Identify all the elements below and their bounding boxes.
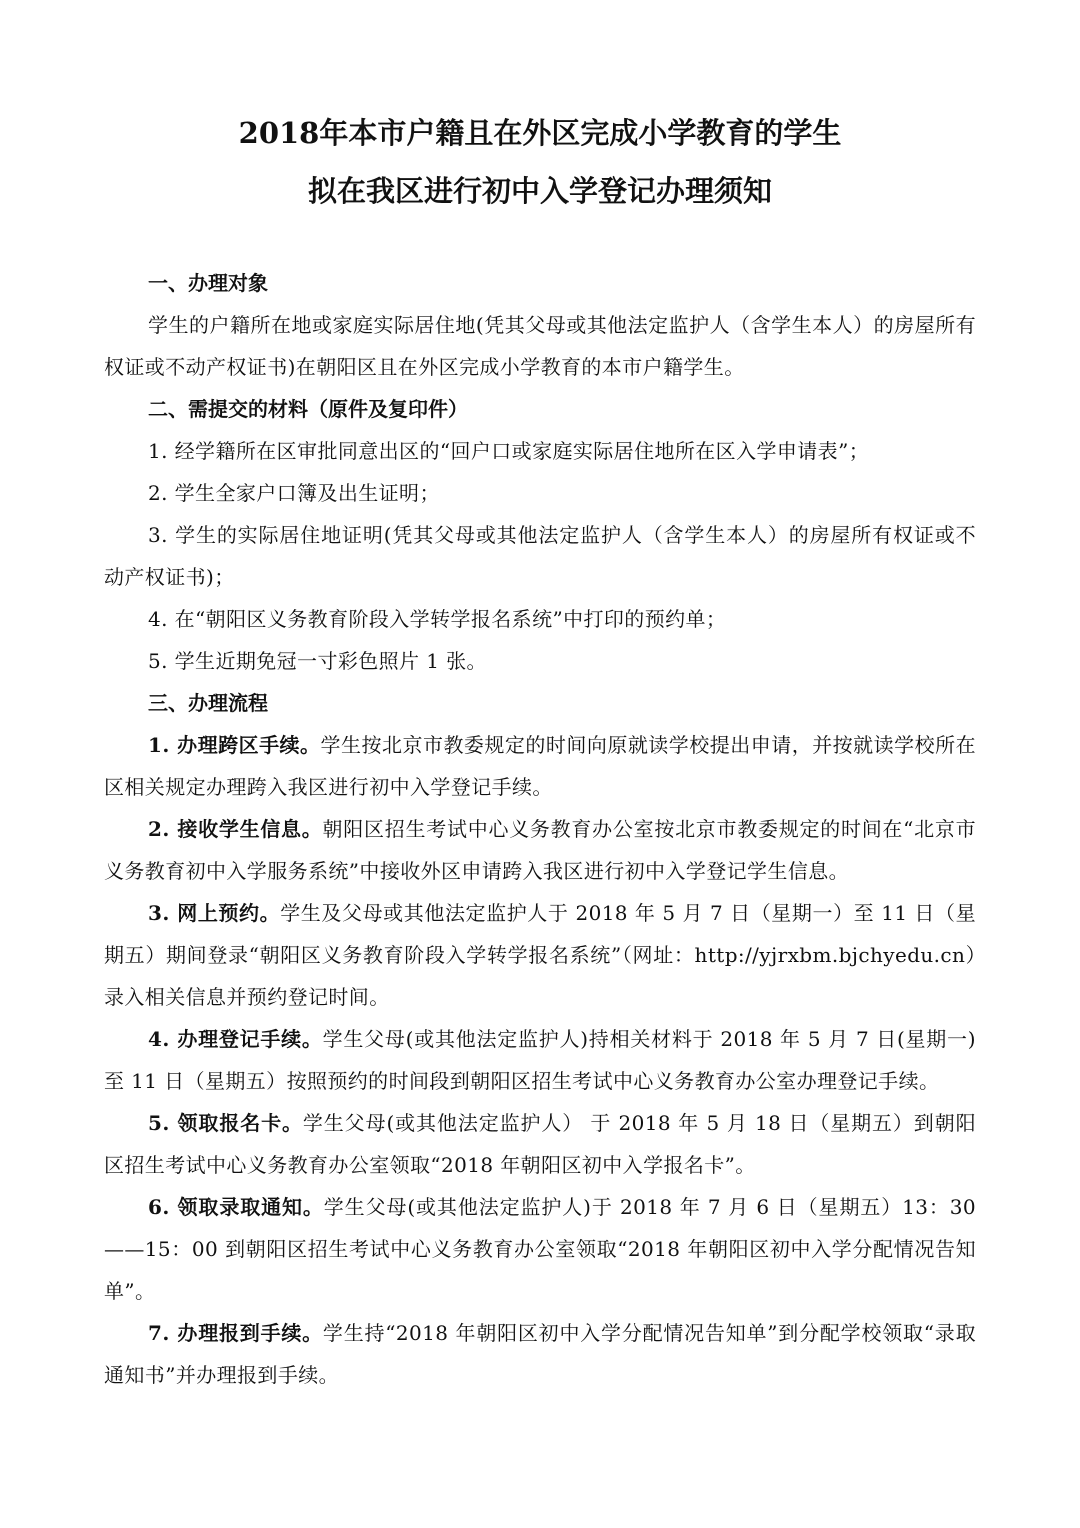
paragraph-lead: 6. 领取录取通知。 [148, 1195, 324, 1219]
section-3-step-4 [104, 1018, 976, 1102]
paragraph-lead: 7. 办理报到手续。 [148, 1321, 323, 1345]
section-2-item-2 [104, 472, 976, 514]
paragraph-text: 学生的户籍所在地或家庭实际居住地(凭其父母或其他法定监护人（含学生本人）的房屋所有权证或不动产权证书)在朝阳区且在外区完成小学教育的本市户籍学生。 [104, 313, 976, 379]
section-2-item-5 [104, 640, 976, 682]
paragraph-text: 学生持“2018 年朝阳区初中入学分配情况告知单”到分配学校领取“录取通知书”并办理报到手续。 [104, 1321, 976, 1387]
paragraph-text: 学生按北京市教委规定的时间向原就读学校提出申请，并按就读学校所在区相关规定办理跨入我区进行初中入学登记手续。 [104, 733, 976, 799]
section-heading-1: 一、办理对象 [148, 271, 268, 295]
section-2-item-1 [104, 430, 976, 472]
paragraph-lead: 1. 办理跨区手续。 [148, 733, 321, 757]
section-3-step-7 [104, 1312, 976, 1396]
paragraph-text: 4. 在“朝阳区义务教育阶段入学转学报名系统”中打印的预约单； [148, 607, 727, 631]
paragraph-text: 5. 学生近期免冠一寸彩色照片 1 张。 [148, 649, 487, 673]
section-heading-2: 二、需提交的材料（原件及复印件） [148, 397, 468, 421]
paragraph-text: 学生父母(或其他法定监护人） 于 2018 年 5 月 18 日（星期五）到朝阳区招生考试中心义务教育办公室领取“2018 年朝阳区初中入学报名卡”。 [104, 1111, 976, 1177]
paragraph-text: 2. 学生全家户口簿及出生证明； [148, 481, 440, 505]
section-3-step-5 [104, 1102, 976, 1186]
section-1-paragraph-1 [104, 304, 976, 388]
paragraph-lead: 5. 领取报名卡。 [148, 1111, 303, 1135]
paragraph-text: 1. 经学籍所在区审批同意出区的“回户口或家庭实际居住地所在区入学申请表”； [148, 439, 870, 463]
paragraph-lead: 4. 办理登记手续。 [148, 1027, 323, 1051]
section-2-item-3 [104, 514, 976, 598]
title-line-2: 拟在我区进行初中入学登记办理须知 [307, 174, 772, 208]
title-block [104, 104, 976, 220]
paragraph-text: 学生父母(或其他法定监护人)于 2018 年 7 月 6 日（星期五）13：30——15：00 到朝阳区招生考试中心义务教育办公室领取“2018 年朝阳区初中入学分配情况告知单”。 [104, 1195, 977, 1303]
section-3-step-1 [104, 724, 976, 808]
paragraph-text: 3. 学生的实际居住地证明(凭其父母或其他法定监护人（含学生本人）的房屋所有权证或不动产权证书)； [104, 523, 976, 589]
paragraph-lead: 2. 接收学生信息。 [148, 817, 323, 841]
paragraph-text: 朝阳区招生考试中心义务教育办公室按北京市教委规定的时间在“北京市义务教育初中入学服务系统”中接收外区申请跨入我区进行初中入学登记学生信息。 [104, 817, 977, 883]
paragraph-lead: 3. 网上预约。 [148, 901, 281, 925]
section-3-step-2 [104, 808, 976, 892]
title-line-1: 2018年本市户籍且在外区完成小学教育的学生 [238, 116, 842, 150]
section-heading-3: 三、办理流程 [148, 691, 268, 715]
section-3-step-6 [104, 1186, 976, 1312]
paragraph-text: 学生及父母或其他法定监护人于 2018 年 5 月 7 日（星期一）至 11 日（星期五）期间登录“朝阳区义务教育阶段入学转学报名系统”（网址：http://yjrxbm.bjchyedu.cn）录入相关信息并预约登记时间。 [104, 901, 976, 1009]
section-3-step-3 [104, 892, 976, 1018]
section-2-item-4 [104, 598, 976, 640]
paragraph-text: 学生父母(或其他法定监护人)持相关材料于 2018 年 5 月 7 日(星期一)至 11 日（星期五）按照预约的时间段到朝阳区招生考试中心义务教育办公室办理登记手续。 [104, 1027, 977, 1093]
